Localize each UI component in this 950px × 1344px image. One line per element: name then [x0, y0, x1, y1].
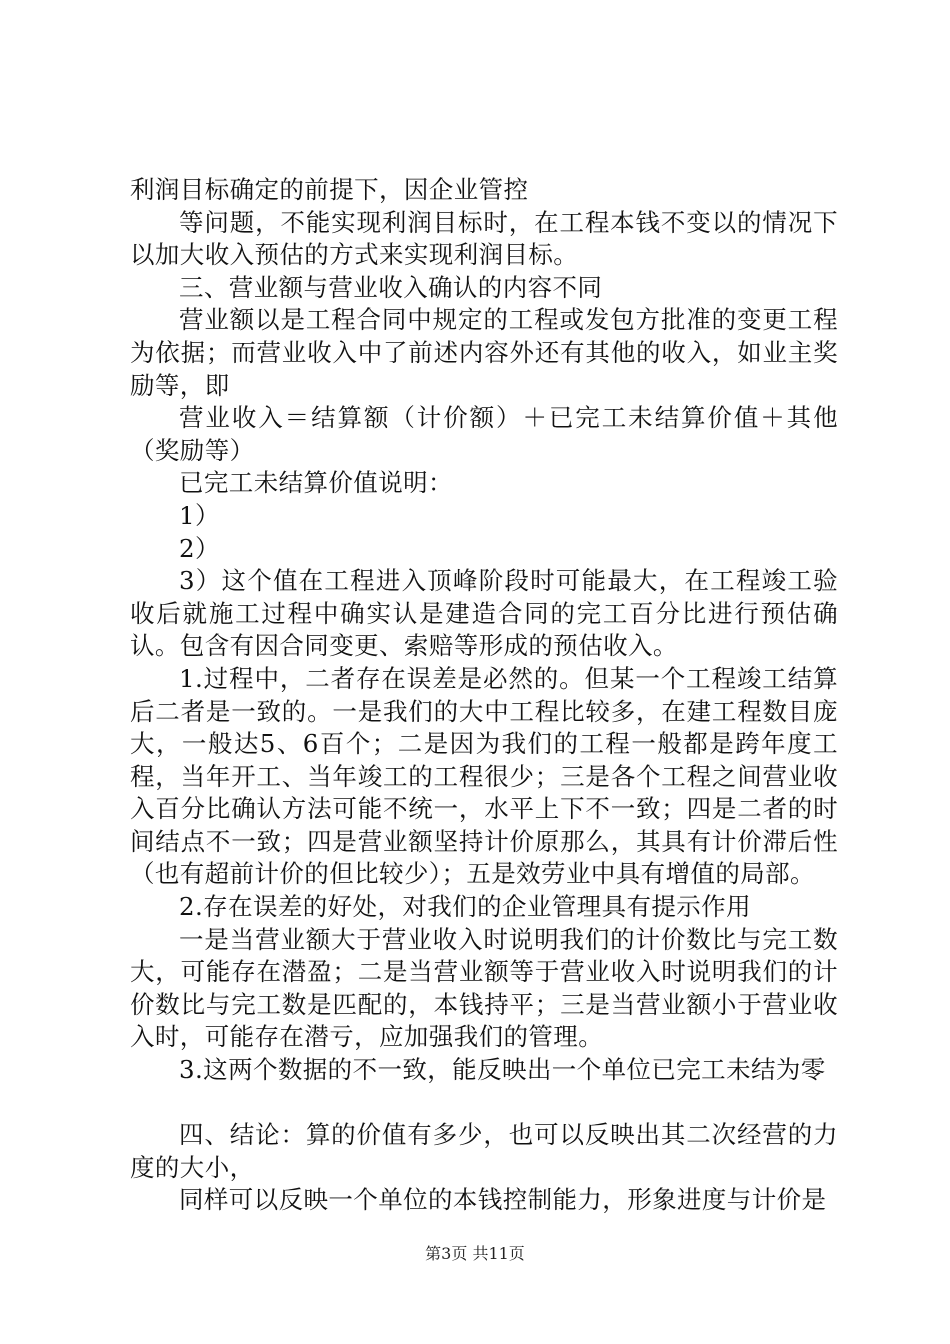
paragraph-profit-target: 等问题，不能实现利润目标时，在工程本钱不变以的情况下以加大收入预估的方式来实现利润目标。 — [130, 207, 838, 270]
paragraph-point-2: 2.存在误差的好处，对我们的企业管理具有提示作用 — [179, 892, 751, 922]
paragraph-point-1: 1.过程中，二者存在误差是必然的。但某一个工程竣工结算后二者是一致的。一是我们的大中工程比较多，在建工程数目庞大，一般达5、6百个；二是因为我们的工程一般都是跨年度工程，当年开工、当年竣工的工程很少；三是各个工程之间营业收入百分比确认方法可能不统一，水平上下不一致；四是二者的时间结点不一致；四是营业额坚持计价原那么，其具有计价滞后性（也有超前计价的但比较少）；五是效劳业中具有增值的局部。 — [130, 663, 838, 889]
paragraph-formula: 营业收入＝结算额（计价额）＋已完工未结算价值＋其他（奖励等） — [130, 403, 838, 465]
list-item-1: 1） — [179, 500, 220, 530]
section-heading-four: 四、结论：算的价值有多少，也可以反映出其二次经营的力度的大小， — [130, 1120, 838, 1182]
section-heading-three: 三、营业额与营业收入确认的内容不同 — [179, 272, 603, 302]
paragraph-point-2-detail: 一是当营业额大于营业收入时说明我们的计价数比与完工数大，可能存在潜盈；二是当营业额等于营业收入时说明我们的计价数比与完工数是匹配的，本钱持平；三是当营业额小于营业收入时，可能存在潜亏，应加强我们的管理。 — [130, 924, 838, 1052]
paragraph-conclusion: 同样可以反映一个单位的本钱控制能力，形象进度与计价是 — [179, 1185, 827, 1215]
paragraph-point-3: 3.这两个数据的不一致，能反映出一个单位已完工未结为零 — [179, 1055, 826, 1085]
page-number-footer: 第3页 共11页 — [425, 1244, 525, 1263]
document-body — [130, 174, 838, 1217]
paragraph-continuation: 利润目标确定的前提下，因企业管控 — [130, 175, 529, 204]
list-item-2: 2） — [179, 533, 220, 563]
paragraph-value-note: 已完工未结算价值说明： — [179, 468, 453, 498]
blank-line — [130, 1087, 838, 1120]
list-item-3: 3）这个值在工程进入顶峰阶段时可能最大，在工程竣工验收后就施工过程中确实认是建造合同的完工百分比进行预估确认。包含有因合同变更、索赔等形成的预估收入。 — [130, 566, 838, 661]
paragraph-revenue-basis: 营业额以是工程合同中规定的工程或发包方批准的变更工程为依据；而营业收入中了前述内容外还有其他的收入，如业主奖励等，即 — [130, 305, 838, 400]
